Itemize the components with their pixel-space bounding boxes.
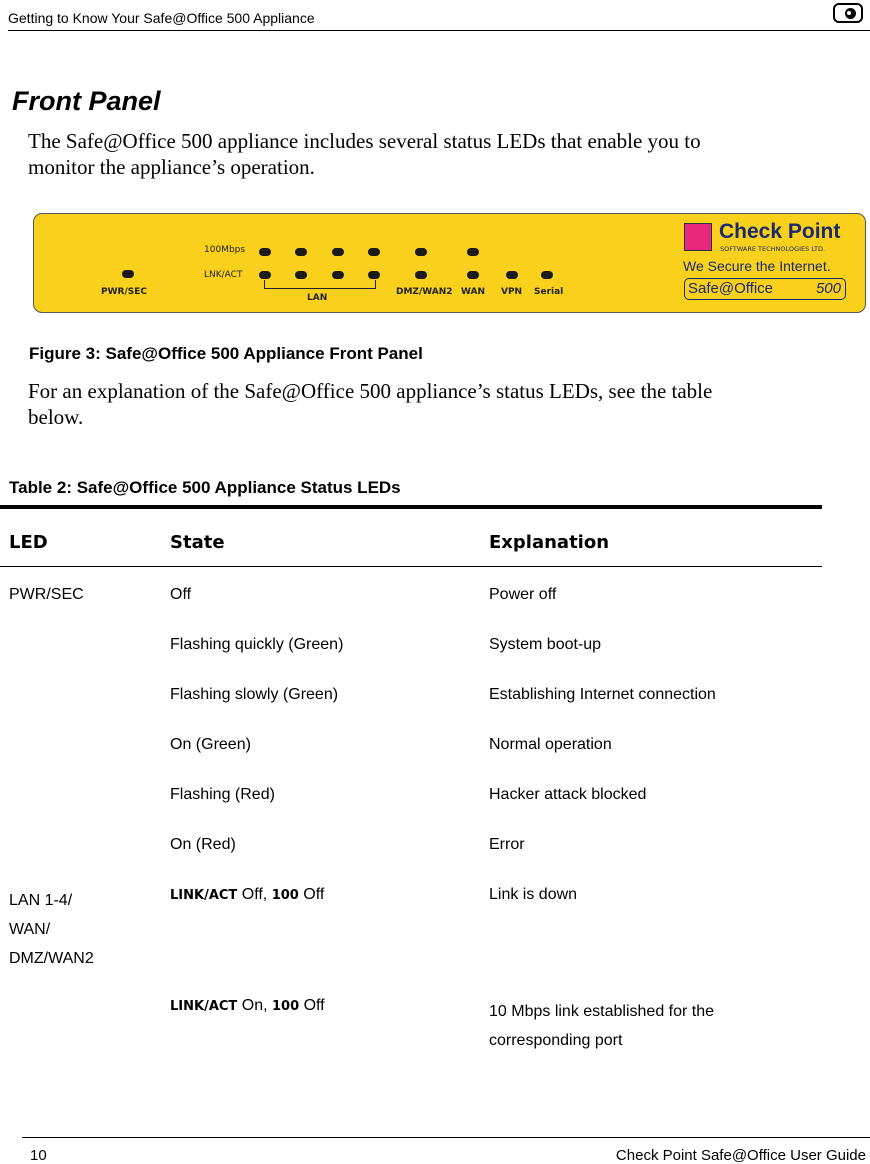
lnk-state: On,	[237, 997, 272, 1014]
serial-led	[541, 271, 553, 279]
lan-bracket	[264, 280, 376, 289]
mbps-state: Off	[298, 886, 325, 903]
explanation-cell: Normal operation	[489, 736, 612, 753]
table-header-rule	[0, 566, 822, 567]
header-explanation: Explanation	[489, 532, 610, 553]
lan2-100-led	[295, 248, 307, 256]
lan4-lnk-led	[368, 271, 380, 279]
state-cell: On (Green)	[170, 736, 251, 753]
pwr-label: PWR/SEC	[101, 287, 147, 297]
intro-line-1: The Safe@Office 500 appliance includes several status LEDs that enable you to	[28, 129, 701, 153]
lan3-100-led	[332, 248, 344, 256]
intro-line-2: monitor the appliance’s operation.	[28, 155, 315, 179]
mbps-label: 100Mbps	[204, 245, 246, 255]
led-pwr: PWR/SEC	[9, 586, 84, 603]
wan-label: WAN	[461, 287, 486, 297]
running-header: Getting to Know Your Safe@Office 500 Appliance	[8, 10, 315, 26]
state-cell-lan-2	[170, 997, 325, 1015]
mbps-term: 100	[271, 999, 300, 1014]
lan-label: LAN	[307, 293, 328, 303]
serial-label: Serial	[534, 287, 564, 297]
page-number: 10	[30, 1147, 47, 1164]
wan-100-led	[467, 248, 479, 256]
explanation-cell: Hacker attack blocked	[489, 786, 647, 803]
brand-subtitle: SOFTWARE TECHNOLOGIES LTD.	[720, 245, 826, 253]
section-title: Front Panel	[12, 86, 161, 116]
lan1-100-led	[259, 248, 271, 256]
footer-guide-title: Check Point Safe@Office User Guide	[615, 1147, 866, 1164]
lan1-lnk-led	[259, 271, 271, 279]
mbps-state: Off	[299, 997, 325, 1014]
product-name: Safe@Office	[688, 280, 773, 297]
explanation-line-1: 10 Mbps link established for the	[489, 1003, 715, 1020]
front-panel-figure	[33, 213, 866, 313]
explain-line-2: below.	[28, 405, 84, 429]
product-badge	[684, 278, 846, 300]
lnk-term: LINK/ACT	[170, 888, 238, 903]
lnk-label: LNK/ACT	[204, 270, 243, 280]
checkpoint-logo-icon	[833, 3, 863, 23]
explanation-cell-lan-2	[489, 997, 714, 1055]
wan-lnk-led	[467, 271, 479, 279]
led-lan	[9, 886, 94, 973]
dmz-100-led	[415, 248, 427, 256]
vpn-led	[506, 271, 518, 279]
lnk-term: LINK/ACT	[170, 999, 238, 1014]
intro-paragraph	[28, 128, 858, 180]
explanation-paragraph	[28, 378, 858, 430]
state-cell: Off	[170, 586, 192, 603]
brand-tagline: We Secure the Internet.	[683, 258, 831, 274]
header-led: LED	[9, 532, 48, 553]
brand-name: Check Point	[719, 220, 841, 243]
lnk-state: Off,	[237, 886, 272, 903]
state-cell: On (Red)	[170, 836, 236, 853]
figure-caption: Figure 3: Safe@Office 500 Appliance Front Panel	[29, 344, 423, 363]
led-lan-line-3: DMZ/WAN2	[9, 950, 94, 967]
pwr-led	[122, 270, 134, 278]
table-top-rule	[0, 505, 822, 509]
table-caption: Table 2: Safe@Office 500 Appliance Status LEDs	[9, 478, 401, 497]
explanation-cell: Error	[489, 836, 525, 853]
mbps-term: 100	[271, 888, 299, 903]
led-lan-line-2: WAN/	[9, 921, 51, 938]
checkpoint-emblem-icon	[684, 223, 712, 251]
explanation-cell: Establishing Internet connection	[489, 686, 716, 703]
dmz-label: DMZ/WAN2	[396, 287, 453, 297]
explanation-line-2: corresponding port	[489, 1032, 623, 1049]
explain-line-1: For an explanation of the Safe@Office 500 appliance’s status LEDs, see the table	[28, 379, 713, 403]
explanation-cell: Power off	[489, 586, 557, 603]
lan4-100-led	[368, 248, 380, 256]
lan3-lnk-led	[332, 271, 344, 279]
state-cell: Flashing (Red)	[170, 786, 275, 803]
led-lan-line-1: LAN 1-4/	[9, 892, 73, 909]
header-state: State	[170, 532, 225, 553]
state-cell: Flashing quickly (Green)	[170, 636, 344, 653]
lan2-lnk-led	[295, 271, 307, 279]
header-rule	[8, 30, 870, 31]
explanation-cell-lan-1: Link is down	[489, 886, 578, 903]
dmz-lnk-led	[415, 271, 427, 279]
state-cell: Flashing slowly (Green)	[170, 686, 339, 703]
explanation-cell: System boot-up	[489, 636, 602, 653]
product-model: 500	[815, 280, 841, 297]
footer-rule	[22, 1137, 870, 1138]
vpn-label: VPN	[501, 287, 523, 297]
state-cell-lan-1	[170, 886, 324, 904]
